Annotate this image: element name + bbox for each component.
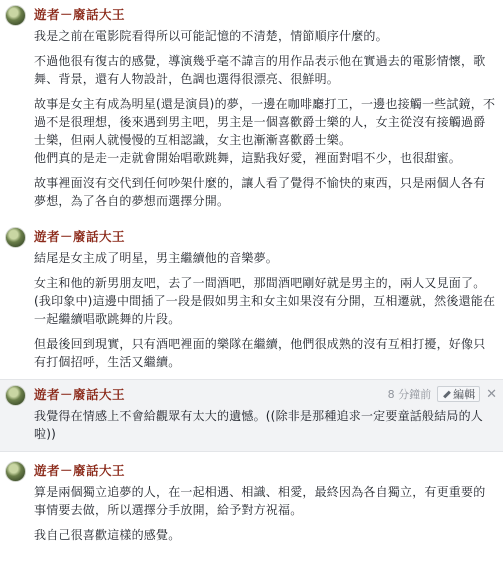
comment-header — [34, 4, 497, 24]
edit-button[interactable] — [437, 386, 480, 402]
edit-button-label: 編輯 — [453, 388, 476, 401]
author-name[interactable]: 遊者－廢話大王 — [34, 229, 126, 244]
comment — [0, 222, 503, 379]
avatar[interactable] — [5, 5, 26, 26]
comment-paragraph: 故事是女主有成為明星(還是演員)的夢，一邊在咖啡廳打工，一邊也接觸一些試鏡，不過不是很理想，後來遇到男主吧，男主是一個喜歡爵士樂的人，女主從沒有接觸過爵士樂，但兩人就慢慢的互相認識，女主也漸漸喜歡爵士樂。 他們真的是走一走就會開始唱歌跳舞，這點我好愛，裡面對唱不少，也很甜蜜。 — [34, 97, 496, 165]
author-name[interactable]: 遊者－廢話大王 — [34, 463, 126, 478]
pencil-icon — [442, 390, 451, 399]
comment-header — [34, 226, 497, 246]
avatar[interactable] — [5, 227, 26, 248]
comment-meta — [388, 386, 497, 402]
author-name[interactable]: 遊者－廢話大王 — [34, 387, 126, 402]
delete-button[interactable]: ✕ — [486, 386, 497, 402]
comment — [0, 456, 503, 552]
comment-paragraph: 我覺得在情感上不會給觀眾有太大的遺憾。((除非是那種追求一定要童話般結局的人啦)) — [34, 409, 483, 441]
comment-paragraph: 我是之前在電影院看得所以可能記憶的不清楚，情節順序什麼的。 — [34, 29, 388, 43]
avatar[interactable] — [5, 461, 26, 482]
comment — [0, 0, 503, 218]
comment-paragraph: 算是兩個獨立追夢的人，在一起相遇、相識、相愛，最終因為各自獨立，有更重要的事情要去做，所以選擇分手放開，給予對方祝福。 — [34, 485, 486, 517]
comment-timestamp[interactable]: 8 分鐘前 — [387, 388, 432, 401]
comment-header — [34, 460, 497, 480]
author-name[interactable]: 遊者－廢話大王 — [34, 7, 126, 22]
comment-paragraph: 結尾是女主成了明星，男主繼續他的音樂夢。 — [34, 251, 279, 265]
comment-paragraph: 我自己很喜歡這樣的感覺。 — [34, 528, 181, 542]
comment-paragraph: 但最後回到現實，只有酒吧裡面的樂隊在繼續，他們很成熟的沒有互相打擾，好像只有打個招呼，生活又繼續。 — [34, 337, 486, 369]
comment-own — [0, 379, 503, 452]
comment-paragraph: 女主和他的新男朋友吧，去了一間酒吧，那間酒吧剛好就是男主的，兩人又見面了。 (我印象中)這邊中間插了一段是假如男主和女主如果沒有分開，互相遷就，然後還能在一起繼續唱歌跳舞的片段。 — [34, 276, 496, 326]
comment-paragraph: 不過他很有復古的感覺，導演幾乎毫不諱言的用作品表示他在實過去的電影情懷，歌舞、背景，還有人物設計，色調也選得很漂亮、很鮮明。 — [34, 54, 486, 86]
comment-paragraph: 故事裡面沒有交代到任何吵架什麼的，讓人看了覺得不愉快的東西，只是兩個人各有夢想，為了各自的夢想而選擇分開。 — [34, 176, 486, 208]
comment-header — [34, 384, 497, 404]
avatar[interactable] — [5, 385, 26, 406]
